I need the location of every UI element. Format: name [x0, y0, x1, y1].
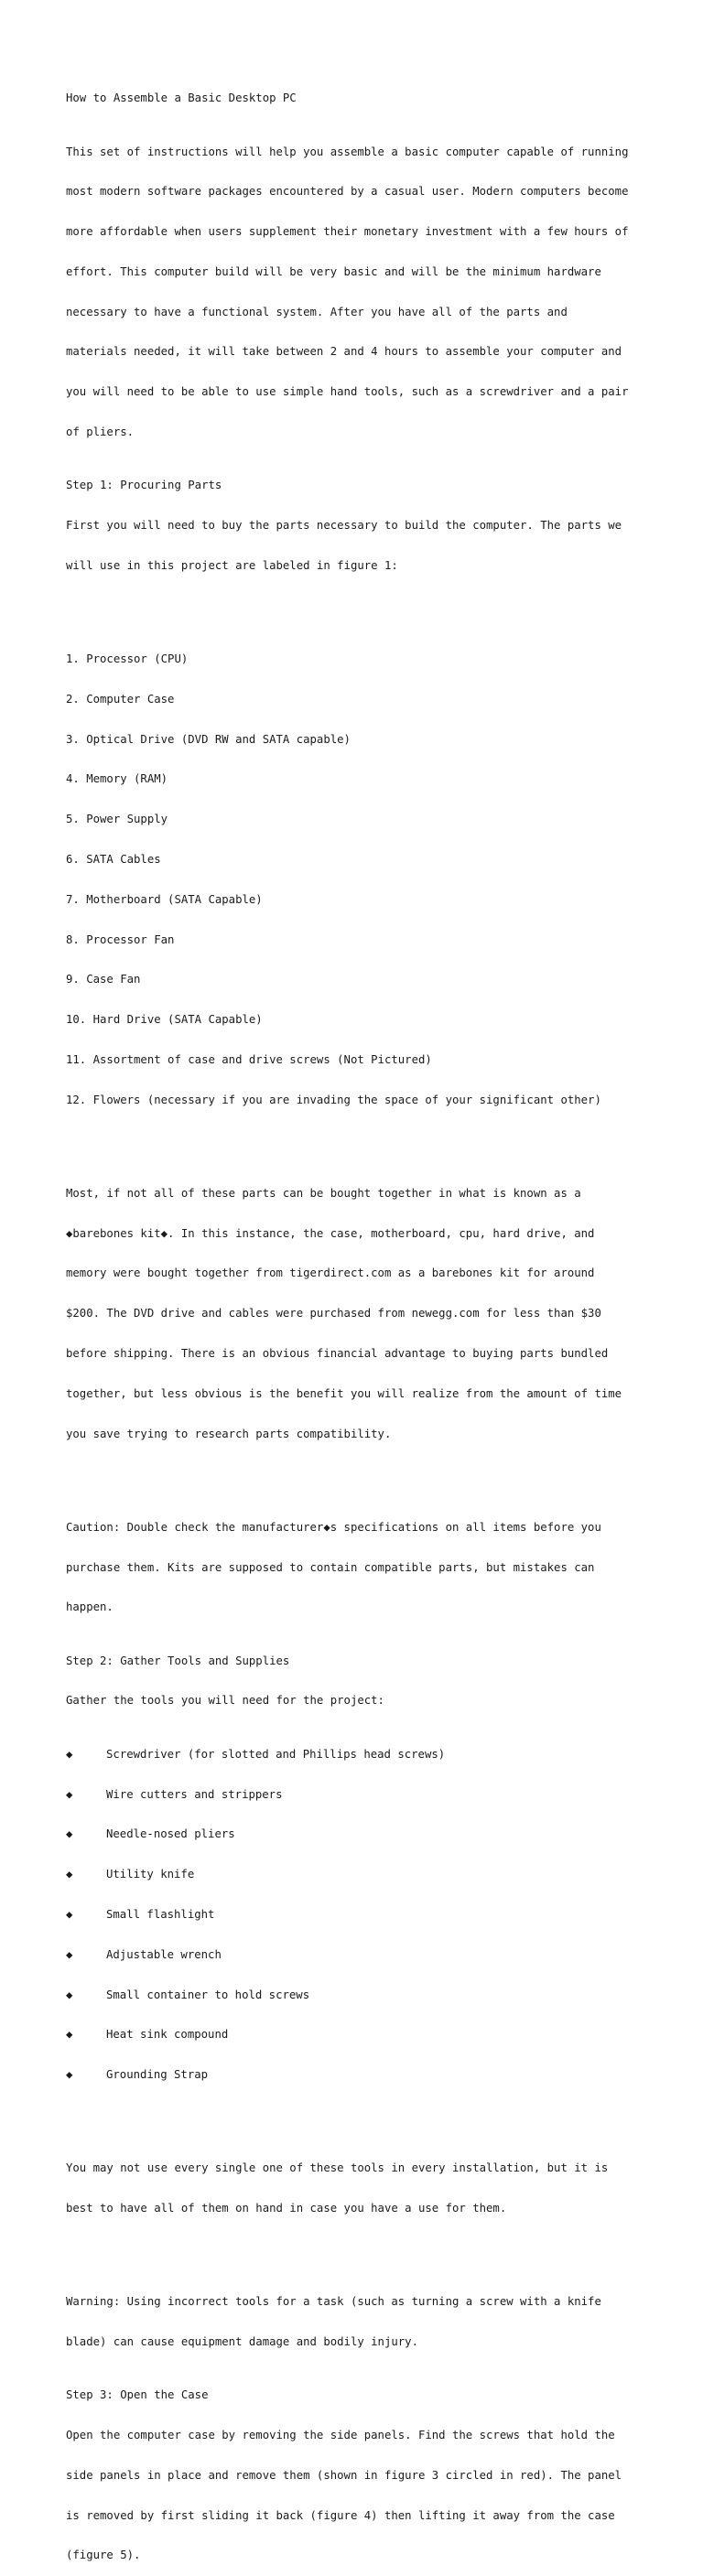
- tool-label: Small container to hold screws: [106, 1988, 310, 2001]
- tool-list-item: [66, 1908, 652, 1922]
- document-title: How to Assemble a Basic Desktop PC: [66, 92, 297, 105]
- diamond-bullet-icon: ◆: [66, 1907, 73, 1921]
- tool-list-item: [66, 2028, 652, 2042]
- blank-line: [66, 1134, 652, 1148]
- step1-lead-line: First you will need to buy the parts necessary to build the computer. The parts we: [66, 519, 622, 533]
- tool-label: Utility knife: [106, 1868, 195, 1881]
- diamond-bullet-icon: ◆: [66, 1787, 73, 1801]
- parts-list-item: 9. Case Fan: [66, 973, 141, 986]
- barebones-line: $200. The DVD drive and cables were purchased from newegg.com for less than $30: [66, 1307, 601, 1320]
- parts-list-item: 1. Processor (CPU): [66, 652, 189, 666]
- note-line: best to have all of them on hand in case you have a use for them.: [66, 2202, 507, 2215]
- document-page: [66, 65, 652, 2576]
- barebones-line: memory were bought together from tigerdirect.com as a barebones kit for around: [66, 1266, 595, 1280]
- diamond-bullet-icon: ◆: [66, 1988, 73, 2001]
- barebones-line: before shipping. There is an obvious financial advantage to buying parts bundled: [66, 1347, 609, 1360]
- note-line: You may not use every single one of these tools in every installation, but it is: [66, 2161, 609, 2175]
- tool-list-item: [66, 1788, 652, 1802]
- tool-label: Small flashlight: [106, 1907, 215, 1921]
- blank-line: [66, 2242, 652, 2256]
- intro-line: you will need to be able to use simple hand tools, such as a screwdriver and a pair: [66, 385, 629, 399]
- step2-lead: Gather the tools you will need for the project:: [66, 1694, 384, 1708]
- parts-list-item: 8. Processor Fan: [66, 932, 175, 946]
- intro-line: effort. This computer build will be very basic and will be the minimum hardware: [66, 264, 601, 278]
- tool-list-item: [66, 1948, 652, 1962]
- intro-line: This set of instructions will help you assemble a basic computer capable of running: [66, 145, 629, 158]
- parts-list-item: 4. Memory (RAM): [66, 772, 168, 786]
- blank-line: [66, 1467, 652, 1481]
- barebones-line: Most, if not all of these parts can be bought together in what is known as a: [66, 1186, 581, 1200]
- tool-list-item: [66, 1748, 652, 1762]
- caution-line: happen.: [66, 1601, 114, 1614]
- warning-line: blade) can cause equipment damage and bodily injury.: [66, 2334, 418, 2348]
- tool-label: Needle-nosed pliers: [106, 1827, 235, 1841]
- tool-list-item: [66, 1827, 652, 1841]
- parts-list-item: 2. Computer Case: [66, 692, 175, 706]
- tool-label: Heat sink compound: [106, 2028, 229, 2042]
- tool-list-item: [66, 2068, 652, 2082]
- step3-body-line: (figure 5).: [66, 2549, 141, 2562]
- diamond-bullet-icon: ◆: [66, 1947, 73, 1961]
- intro-line: more affordable when users supplement their monetary investment with a few hours of: [66, 225, 629, 239]
- diamond-bullet-icon: ◆: [66, 2028, 73, 2042]
- parts-list-item: 11. Assortment of case and drive screws (Not Pictured): [66, 1052, 432, 1066]
- step3-body-line: Open the computer case by removing the side panels. Find the screws that hold the: [66, 2429, 615, 2442]
- parts-list-item: 7. Motherboard (SATA Capable): [66, 892, 263, 906]
- parts-list-item: 12. Flowers (necessary if you are invading the space of your significant other): [66, 1093, 601, 1106]
- barebones-line: together, but less obvious is the benefit you will realize from the amount of time: [66, 1386, 622, 1400]
- parts-list-item: 5. Power Supply: [66, 813, 168, 826]
- step1-heading: Step 1: Procuring Parts: [66, 479, 222, 492]
- intro-line: materials needed, it will take between 2 and 4 hours to assemble your computer and: [66, 345, 622, 359]
- warning-line: Warning: Using incorrect tools for a task (such as turning a screw with a knife: [66, 2295, 601, 2309]
- diamond-bullet-icon: ◆: [66, 1827, 73, 1841]
- step1-lead-line: will use in this project are labeled in figure 1:: [66, 558, 398, 572]
- diamond-bullet-icon: ◆: [66, 1747, 73, 1761]
- intro-line: of pliers.: [66, 426, 135, 439]
- tool-list-item: [66, 1989, 652, 2002]
- caution-line: purchase them. Kits are supposed to contain compatible parts, but mistakes can: [66, 1560, 595, 1574]
- tool-label: Adjustable wrench: [106, 1947, 222, 1961]
- blank-line: [66, 2108, 652, 2122]
- blank-line: [66, 599, 652, 613]
- parts-list-item: 3. Optical Drive (DVD RW and SATA capable): [66, 732, 351, 746]
- step3-body-line: is removed by first sliding it back (figure 4) then lifting it away from the case: [66, 2508, 615, 2522]
- step3-body-line: side panels in place and remove them (shown in figure 3 circled in red). The panel: [66, 2468, 622, 2482]
- tool-label: Grounding Strap: [106, 2068, 209, 2082]
- diamond-bullet-icon: ◆: [66, 1868, 73, 1881]
- tool-label: Wire cutters and strippers: [106, 1787, 283, 1801]
- tool-list-item: [66, 1868, 652, 1881]
- intro-line: necessary to have a functional system. After you have all of the parts and: [66, 305, 568, 318]
- step3-heading: Step 3: Open the Case: [66, 2388, 209, 2402]
- intro-line: most modern software packages encountered by a casual user. Modern computers become: [66, 185, 629, 199]
- barebones-line: ◆barebones kit◆. In this instance, the case, motherboard, cpu, hard drive, and: [66, 1226, 595, 1240]
- parts-list-item: 10. Hard Drive (SATA Capable): [66, 1013, 263, 1027]
- tool-label: Screwdriver (for slotted and Phillips head screws): [106, 1747, 446, 1761]
- parts-list-item: 6. SATA Cables: [66, 853, 161, 867]
- step2-heading: Step 2: Gather Tools and Supplies: [66, 1654, 290, 1667]
- caution-line: Caution: Double check the manufacturer◆s specifications on all items before you: [66, 1520, 601, 1534]
- diamond-bullet-icon: ◆: [66, 2068, 73, 2082]
- barebones-line: you save trying to research parts compatibility.: [66, 1427, 392, 1440]
